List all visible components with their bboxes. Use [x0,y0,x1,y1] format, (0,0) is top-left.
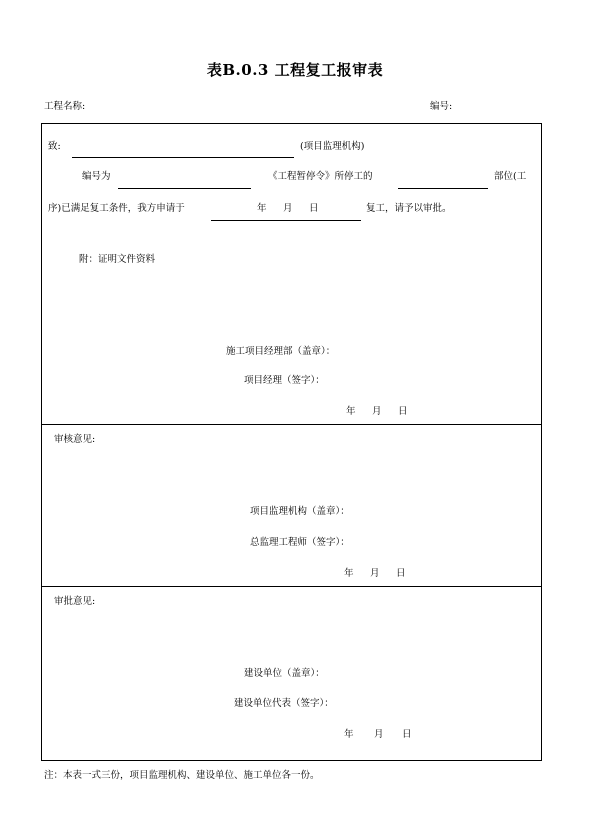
review-opinion-label: 审核意见: [54,434,96,445]
attachment-label: 附：证明文件资料 [79,254,156,265]
form-title: 表B.0.3 工程复工报审表 [206,61,384,79]
section-divider-1 [41,424,542,425]
serial-number-label: 编号: [430,101,453,112]
supervision-org-suffix: (项目监理机构) [300,141,365,152]
section1-date-day: 日 [398,406,408,417]
resume-condition-text: 序)已满足复工条件，我方申请于 [48,203,185,214]
project-name-label: 工程名称: [44,101,86,112]
section1-date-month: 月 [372,406,382,417]
approval-opinion-label: 审批意见: [54,596,96,607]
section3-date-month: 月 [374,729,384,740]
resume-year-label: 年 [257,203,267,214]
to-label: 致: [48,141,61,152]
section-divider-2 [41,586,542,587]
project-manager-sign-label: 项目经理（签字）： [244,375,325,386]
section3-date-year: 年 [344,729,354,740]
construction-dept-seal-label: 施工项目经理部（盖章）： [226,346,336,357]
section1-date-year: 年 [346,406,356,417]
footer-note: 注：本表一式三份，项目监理机构、建设单位、施工单位各一份。 [44,770,320,781]
construction-unit-seal-label: 建设单位（盖章）： [244,668,325,679]
stop-order-text: 《工程暂停令》所停工的 [268,171,373,182]
resume-date-blank[interactable] [211,220,361,221]
section2-date-month: 月 [370,568,380,579]
supervision-org-blank[interactable] [72,157,294,158]
chief-engineer-sign-label: 总监理工程师（签字）： [250,537,350,548]
resume-day-label: 日 [309,203,319,214]
section2-date-day: 日 [396,568,406,579]
resume-month-label: 月 [283,203,293,214]
section3-date-day: 日 [402,729,412,740]
supervision-org-seal-label: 项目监理机构（盖章）： [250,506,350,517]
part-label: 部位(工 [494,171,527,182]
stopped-part-blank[interactable] [398,188,488,189]
resume-request-text: 复工，请予以审批。 [366,203,452,214]
stop-order-number-blank[interactable] [118,188,251,189]
section2-date-year: 年 [344,568,354,579]
construction-unit-rep-sign-label: 建设单位代表（签字）： [234,698,334,709]
numbered-as-label: 编号为 [82,171,111,182]
